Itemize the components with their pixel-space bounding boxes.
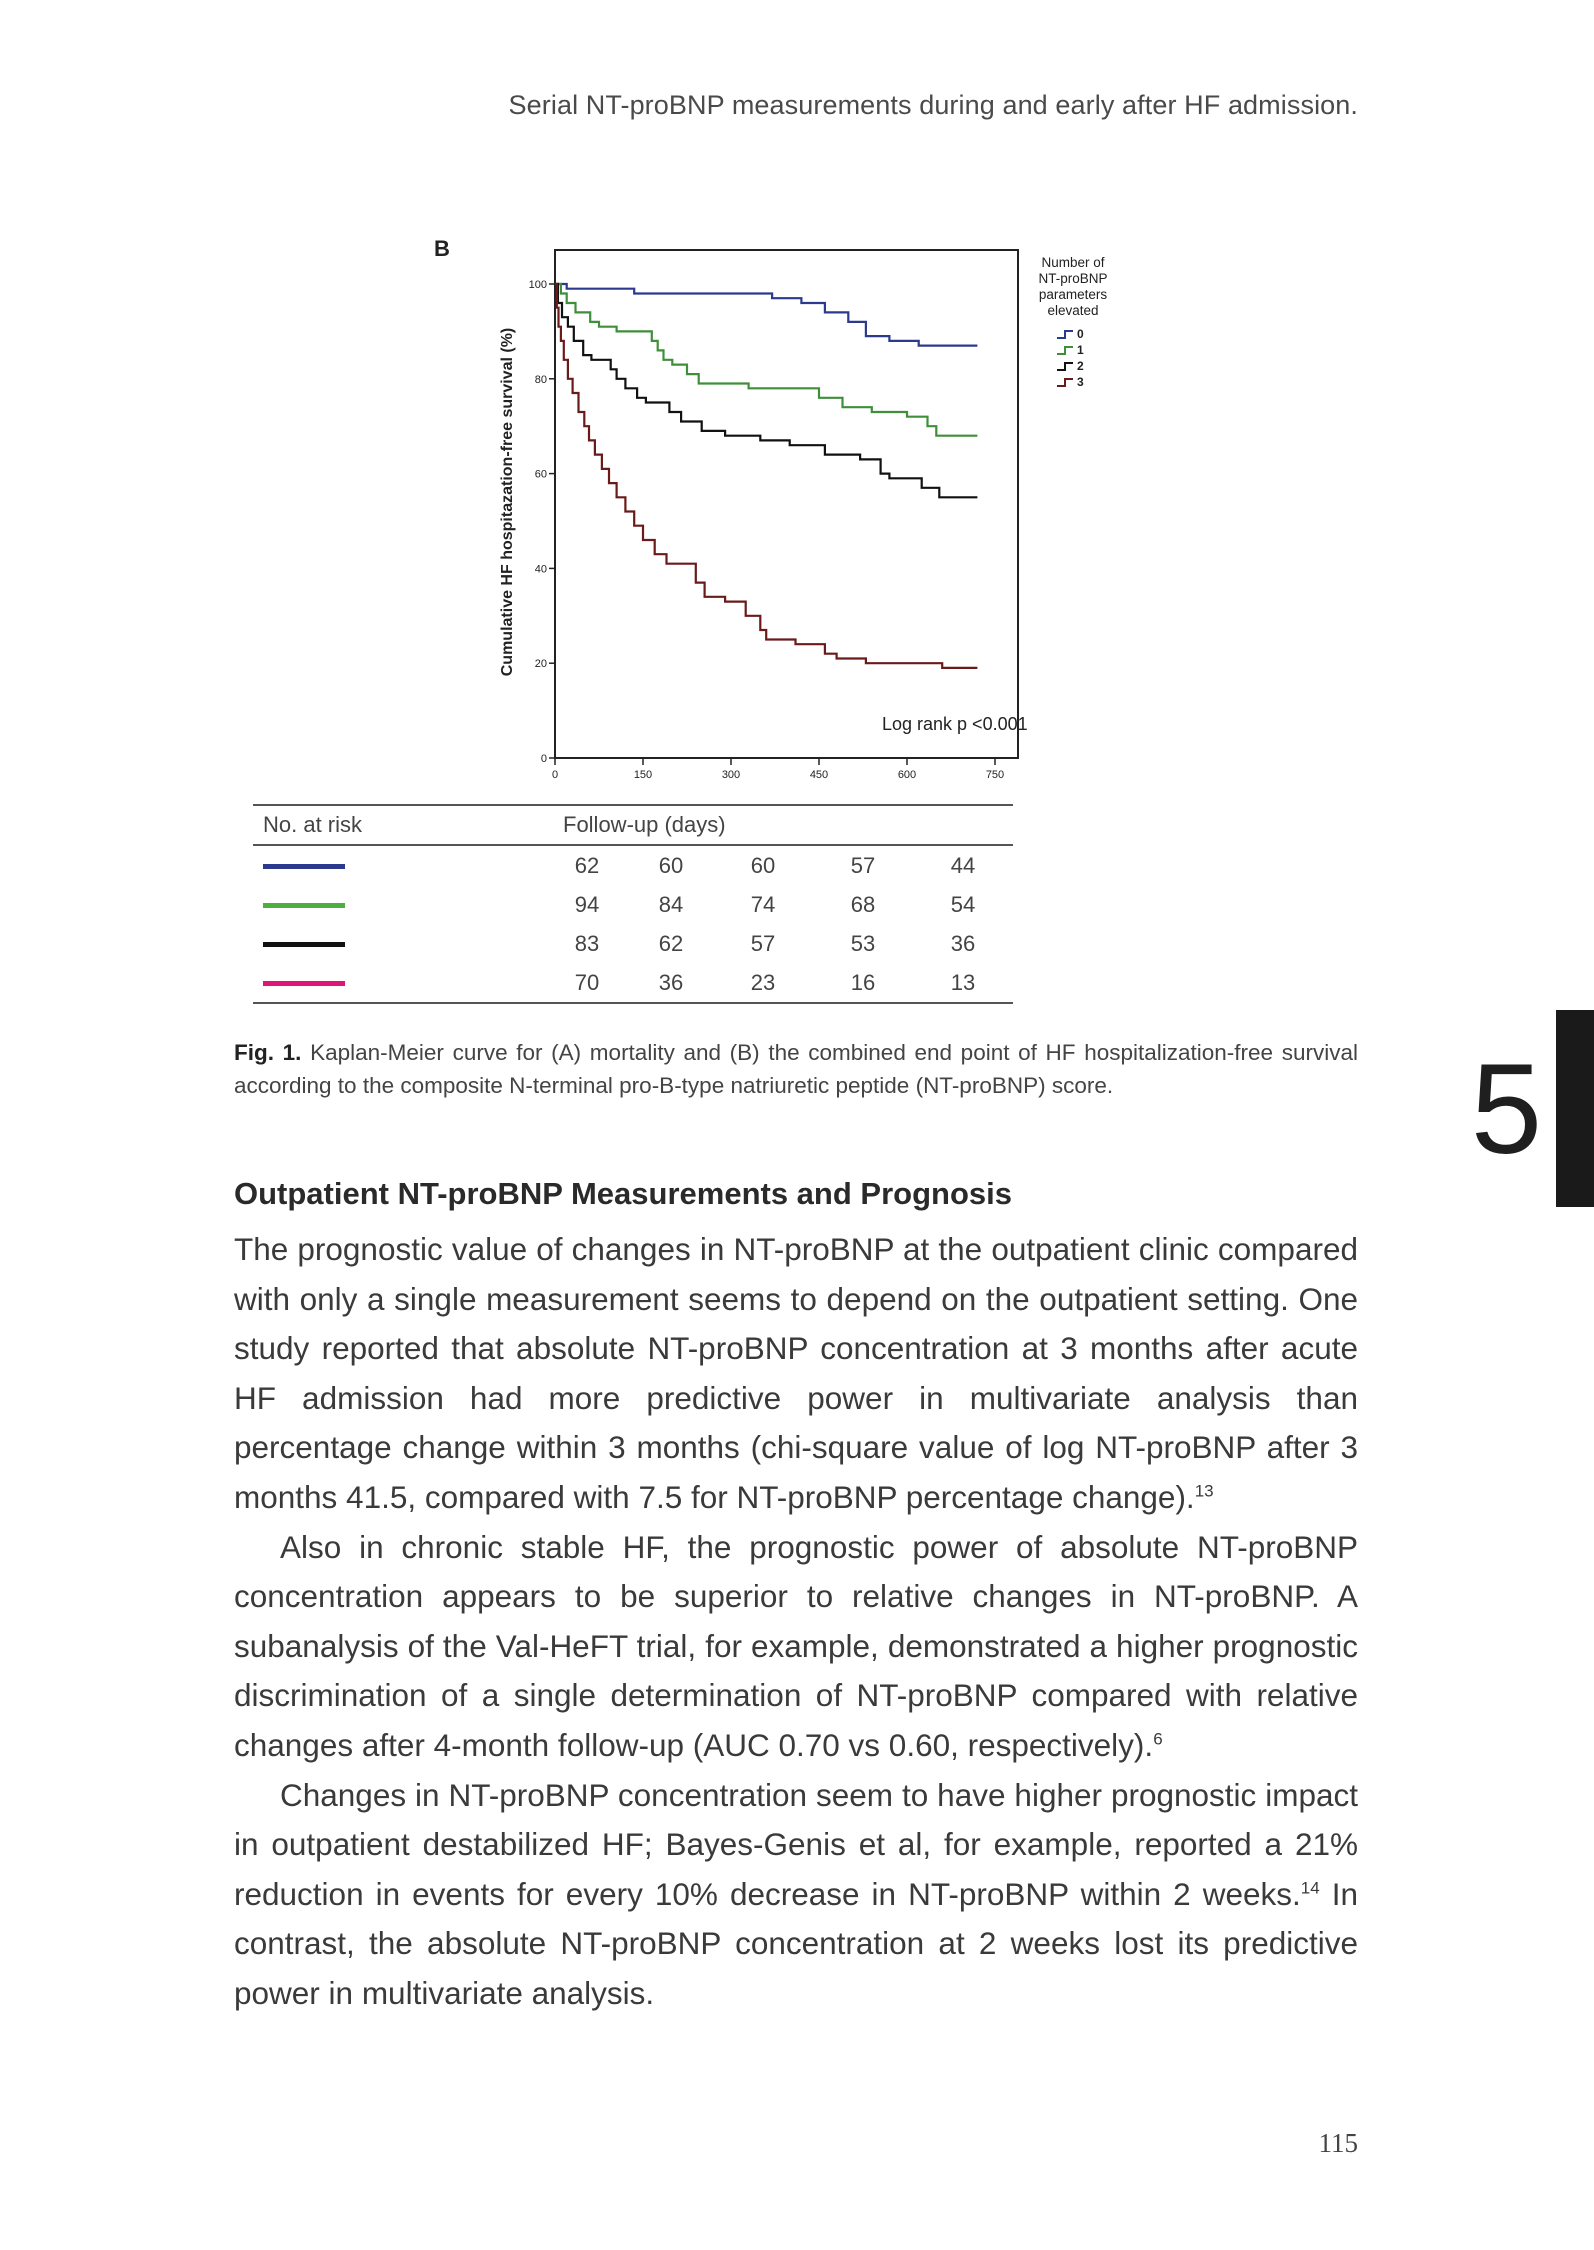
risk-row-line (263, 864, 345, 869)
section-title: Outpatient NT-proBNP Measurements and Prognosis (234, 1176, 1012, 1211)
x-tick-label: 150 (633, 769, 653, 781)
ref-6: 6 (1153, 1729, 1163, 1749)
km-curve-2 (555, 284, 977, 497)
legend-swatch (1057, 379, 1073, 386)
logrank-annotation: Log rank p <0.001 (882, 714, 1028, 734)
legend-item-3 (1057, 375, 1084, 389)
km-chart (420, 220, 1180, 800)
caption-label: Fig. 1. (234, 1040, 302, 1065)
risk-cell: 57 (750, 930, 776, 956)
risk-row (253, 845, 1013, 885)
risk-cell: 36 (950, 930, 976, 956)
legend-swatch (1057, 331, 1073, 338)
risk-row-line (263, 903, 345, 908)
panel-label: B (434, 236, 450, 261)
y-tick-label: 60 (534, 468, 547, 481)
paragraph-2: Also in chronic stable HF, the prognostic power of absolute NT-proBNP concentration appears to be superior to relative changes in NT-proBNP. A subanalysis of the Val-HeFT trial, for example, demonstrated a higher prognostic discrimination of a single determination of NT-proBNP compared with relative changes after 4-month follow-up (AUC 0.70 vs 0.60, respectively).$^6$ (234, 1528, 1358, 1763)
x-axis (552, 758, 1004, 781)
legend-label: 3 (1077, 375, 1084, 389)
ref-13: 13 (1194, 1481, 1214, 1501)
risk-row-line (263, 942, 345, 947)
y-axis (529, 279, 555, 765)
km-curve-0 (555, 284, 977, 346)
legend-label: 0 (1077, 327, 1084, 341)
legend-item-0 (1057, 327, 1084, 341)
chapter-tab (1556, 1010, 1594, 1207)
risk-table-header-left: No. at risk (253, 805, 453, 845)
risk-cell: 36 (629, 963, 713, 1003)
legend-title-1: Number of (1041, 255, 1105, 270)
legend-label: 2 (1077, 359, 1084, 373)
x-tick-label: 300 (721, 769, 741, 781)
risk-cell: 13 (913, 963, 1013, 1003)
y-tick-label: 20 (534, 658, 547, 671)
running-head: Serial NT-proBNP measurements during and early after HF admission. (508, 90, 1358, 120)
caption-text: Kaplan-Meier curve for (A) mortality and (B) the combined end point of HF hospitalization-free survival according to the composite N-terminal pro-B-type natriuretic peptide (NT-proBNP) score. (234, 1040, 1358, 1098)
risk-cell: 53 (850, 930, 876, 956)
risk-cell: 23 (713, 963, 813, 1003)
risk-cell: 44 (950, 852, 976, 878)
risk-row (253, 885, 1013, 924)
figure-caption (234, 1036, 1358, 1102)
legend-title-3: parameters (1038, 287, 1108, 302)
x-tick-label: 0 (551, 769, 559, 781)
y-tick-label: 100 (528, 279, 547, 291)
risk-table-header-mid: Follow-up (days) (453, 805, 1013, 845)
y-tick-label: 40 (534, 563, 547, 576)
x-tick-label: 750 (985, 769, 1005, 781)
legend-swatch (1057, 347, 1073, 354)
legend (1038, 255, 1107, 389)
risk-row (253, 924, 1013, 963)
risk-cell: 60 (750, 852, 776, 878)
legend-swatch (1057, 363, 1073, 370)
risk-cell: 68 (850, 891, 876, 917)
body-text (234, 1225, 1358, 2019)
y-axis-label: Cumulative HF hospitazation-free survival (%) (499, 327, 516, 677)
risk-cell: 83 (574, 930, 600, 956)
risk-cell: 57 (850, 852, 876, 878)
paragraph-1: The prognostic value of changes in NT-proBNP at the outpatient clinic compared with only a single measurement seems to depend on the outpatient setting. One study reported that absolute NT-proBNP concentration at 3 months after acute HF admission had more predictive power in multivariate analysis than percentage change within 3 months (chi-square value of log NT-proBNP after 3 months 41.5, compared with 7.5 for NT-proBNP percentage change).$^{13}$ (234, 1231, 1358, 1515)
x-tick-label: 600 (897, 769, 917, 781)
risk-row (253, 963, 1013, 1003)
legend-title-2: NT-proBNP (1038, 271, 1108, 286)
risk-cell: 62 (574, 852, 600, 878)
y-tick-label: 80 (534, 373, 547, 386)
legend-label: 1 (1077, 343, 1084, 357)
risk-cell: 74 (750, 891, 776, 917)
chapter-number: 5 (1470, 1038, 1542, 1181)
risk-table (253, 804, 1013, 1004)
legend-item-1 (1057, 343, 1084, 357)
ref-14: 14 (1300, 1878, 1320, 1898)
risk-cell: 62 (658, 930, 684, 956)
km-curve-1 (555, 284, 977, 436)
y-tick-label: 0 (540, 753, 547, 765)
risk-cell: 70 (545, 963, 629, 1003)
x-tick-label: 450 (809, 769, 829, 781)
risk-cell: 94 (574, 891, 600, 917)
legend-item-2 (1057, 359, 1084, 373)
risk-row-line (263, 981, 345, 986)
page-number: 115 (1318, 2128, 1358, 2158)
risk-cell: 16 (813, 963, 913, 1003)
paragraph-3: Changes in NT-proBNP concentration seem to have higher prognostic impact in outpatient destabilized HF; Bayes-Genis et al, for example, reported a 21% reduction in events for every 10% decrease in NT-proBNP within 2 weeks.$^{14}$ In contrast, the absolute NT-proBNP concentration at 2 weeks lost its predictive power in multivariate analysis. (234, 1776, 1358, 2011)
risk-cell: 60 (658, 852, 684, 878)
km-curves (555, 284, 977, 668)
risk-cell: 84 (658, 891, 684, 917)
risk-cell: 54 (950, 891, 976, 917)
legend-title-4: elevated (1047, 303, 1099, 318)
